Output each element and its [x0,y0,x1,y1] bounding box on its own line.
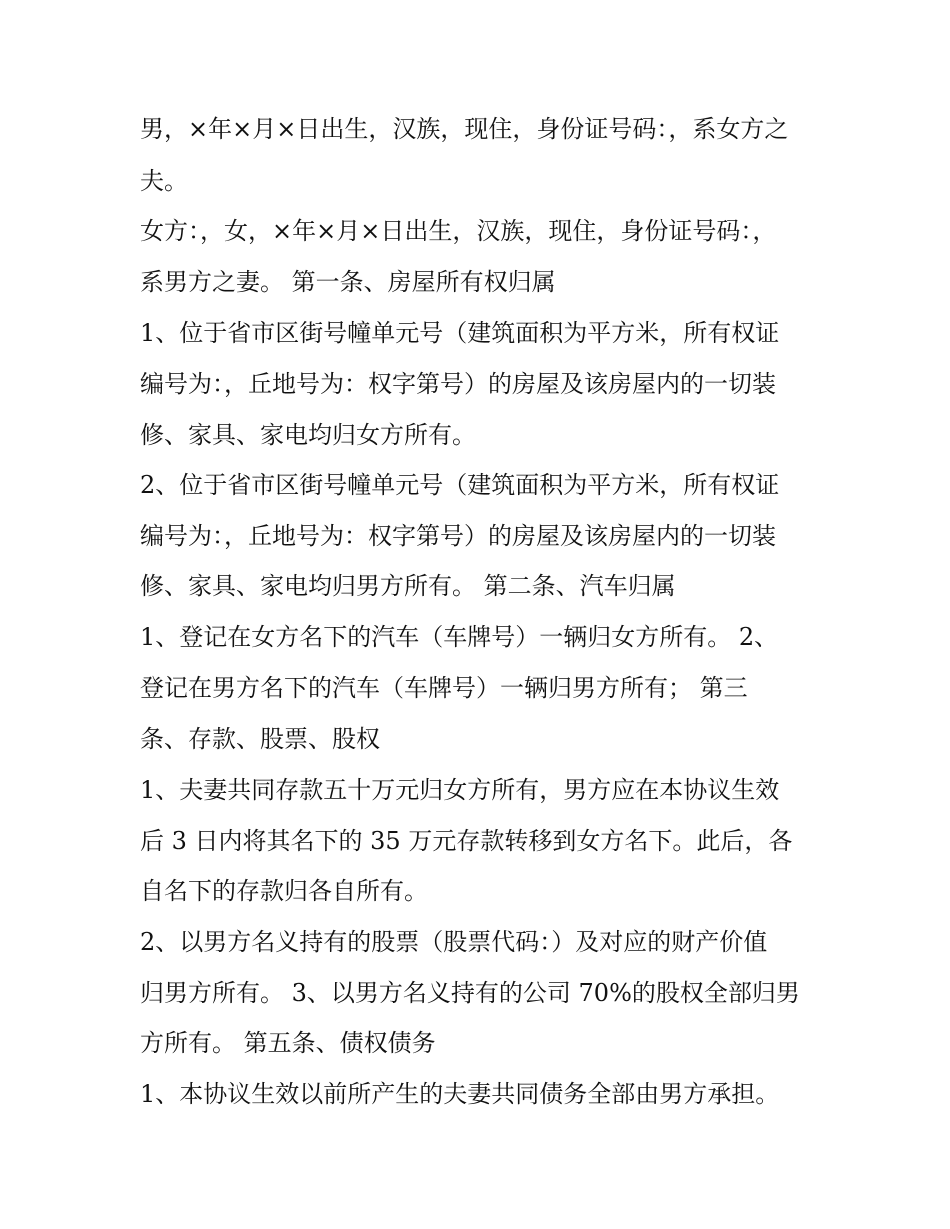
text-line: 归男方所有。 3、以男方名义持有的公司 70%的股权全部归男 [140,979,800,1007]
text-line: 系男方之妻。 第一条、房屋所有权归属 [140,268,556,296]
text-line: 后 3 日内将其名下的 35 万元存款转移到女方名下。此后，各 [140,827,793,855]
text-line: 编号为：，丘地号为：权字第号）的房屋及该房屋内的一切装 [140,370,776,398]
text-line: 方所有。 第五条、债权债务 [140,1029,436,1057]
text-line: 2、以男方名义持有的股票（股票代码：）及对应的财产价值 [140,928,768,956]
text-line: 编号为：，丘地号为：权字第号）的房屋及该房屋内的一切装 [140,522,776,550]
text-line: 2、位于省市区街号幢单元号（建筑面积为平方米，所有权证 [140,471,780,499]
text-line: 1、夫妻共同存款五十万元归女方所有，男方应在本协议生效 [140,776,780,804]
text-line: 夫。 [140,167,188,195]
text-line: 男，×年×月×日出生，汉族，现住，身份证号码：，系女方之 [140,115,789,143]
text-line: 1、本协议生效以前所产生的夫妻共同债务全部由男方承担。 [140,1080,780,1108]
text-line: 条、存款、股票、股权 [140,725,380,753]
text-line: 1、登记在女方名下的汽车（车牌号）一辆归女方所有。 2、 [140,623,779,651]
text-line: 登记在男方名下的汽车（车牌号）一辆归男方所有； 第三 [140,674,748,702]
text-line: 修、家具、家电均归女方所有。 [140,421,476,449]
text-line: 自名下的存款归各自所有。 [140,877,428,905]
text-line: 女方：，女，×年×月×日出生，汉族，现住，身份证号码：， [140,217,777,245]
text-line: 修、家具、家电均归男方所有。 第二条、汽车归属 [140,572,676,600]
text-line: 1、位于省市区街号幢单元号（建筑面积为平方米，所有权证 [140,319,780,347]
